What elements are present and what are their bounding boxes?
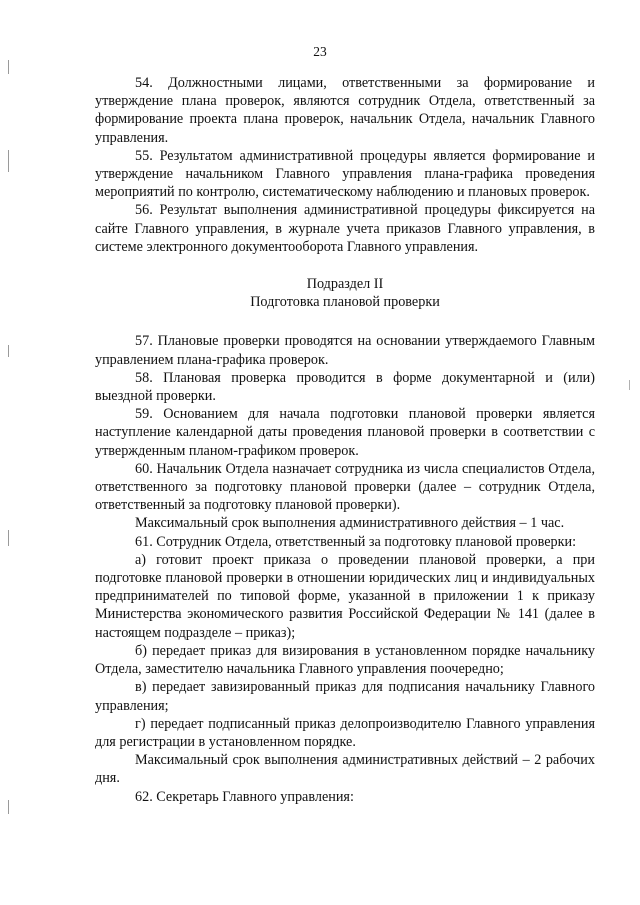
paragraph-62: 62. Секретарь Главного управления: [135,788,354,805]
paragraph-61: 61. Сотрудник Отдела, ответственный за подготовку плановой проверки: [135,533,577,550]
paragraph-60: 60. Начальник Отдела назначает сотрудника из числа специалистов Отдела, ответственного за подготовку плановой проверки (далее – сотрудник Отдела, ответственный за подготовку плановой проверки). [95,460,595,514]
section-number: Подраздел II [306,276,384,293]
paragraph-54: 54. Должностными лицами, ответственными за формирование и утверждение плана проверок, являются сотрудник Отдела, ответственный за формирование проекта плана проверок, начальник Отдела, начальник Главного управления. [95,75,595,146]
paragraph-55: 55. Результатом административной процедуры является формирование и утверждение начальником Главного управления плана-графика проведения мероприятий по контролю, систематическому наблюдению и плановых проверок. [95,147,595,201]
paragraph-61-v: в) передает завизированный приказ для подписания начальнику Главного управления; [95,679,595,714]
paragraph-61-g: г) передает подписанный приказ делопроизводителю Главного управления для регистрации в установленном порядке. [95,715,595,750]
scan-margin-mark [8,345,9,357]
paragraph-56: 56. Результат выполнения административной процедуры фиксируется на сайте Главного управления, в журнале учета приказов Главного управления, в системе электронного документооборота Главного управления. [95,202,595,255]
scan-margin-mark [8,800,9,814]
scan-margin-mark [8,530,9,546]
paragraph-61-a: а) готовит проект приказа о проведении плановой проверки, а при подготовке плановой проверки в отношении юридических лиц и индивидуальных предпринимателей по типовой форме, указанной в приложении 1 к приказу Министерства экономического развития Российской Федерации № 141 (далее в настоящем подразделе – приказ); [95,551,595,641]
paragraph-time-limit-1: Максимальный срок выполнения административного действия – 1 час. [135,515,565,532]
section-title: Подготовка плановой проверки [250,294,440,311]
scan-margin-mark [629,380,630,390]
paragraph-57: 57. Плановые проверки проводятся на основании утверждаемого Главным управлением плана-графика проверок. [95,333,595,368]
section-heading [95,275,595,311]
paragraph-59: 59. Основанием для начала подготовки плановой проверки является наступление календарной даты проведения плановой проверки в соответствии с утвержденным планом-графиком проверок. [95,406,595,459]
paragraph-time-limit-2: Максимальный срок выполнения административных действий – 2 рабочих дня. [95,752,595,787]
paragraph-58: 58. Плановая проверка проводится в форме документарной и (или) выездной проверки. [95,369,595,405]
scan-margin-mark [8,150,9,172]
paragraph-61-b: б) передает приказ для визирования в установленном порядке начальнику Отдела, заместителю начальника Главного управления поочередно; [95,642,595,678]
page-number: 23 [313,44,327,59]
document-body [95,74,595,806]
scan-margin-mark [8,60,9,74]
